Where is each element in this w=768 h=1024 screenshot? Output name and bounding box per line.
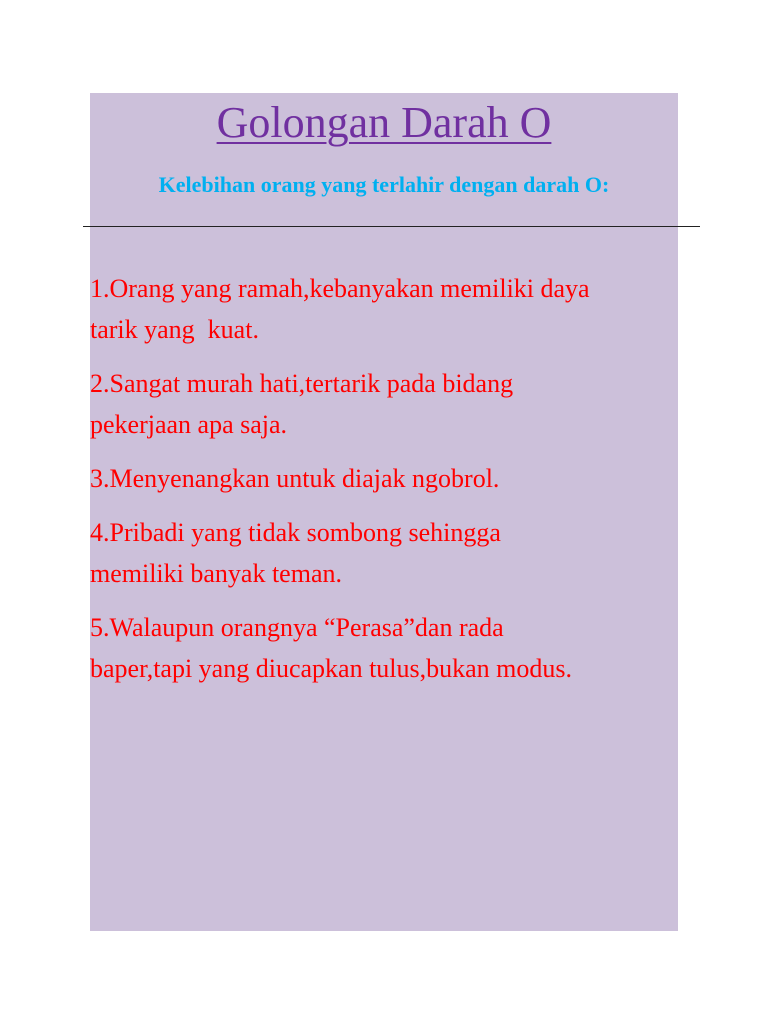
list-item-line: 2.Sangat murah hati,tertarik pada bidang xyxy=(90,369,514,398)
list-item-line: baper,tapi yang diucapkan tulus,bukan modus. xyxy=(90,654,573,683)
list-item-line: 1.Orang yang ramah,kebanyakan memiliki daya xyxy=(90,274,590,303)
benefit-list xyxy=(90,268,678,702)
list-item-line: 4.Pribadi yang tidak sombong sehingga xyxy=(90,518,501,547)
subtitle: Kelebihan orang yang terlahir dengan darah O: xyxy=(158,172,610,197)
list-item-line: 3.Menyenangkan untuk diajak ngobrol. xyxy=(90,464,500,493)
list-item xyxy=(90,607,678,689)
list-item xyxy=(90,363,678,445)
list-item-line: tarik yang kuat. xyxy=(90,315,259,344)
list-item xyxy=(90,458,678,499)
horizontal-divider xyxy=(83,226,700,227)
list-item-line: pekerjaan apa saja. xyxy=(90,410,288,439)
list-item xyxy=(90,512,678,594)
list-item xyxy=(90,268,678,350)
list-item-line: memiliki banyak teman. xyxy=(90,559,342,588)
list-item-line: 5.Walaupun orangnya “Perasa”dan rada xyxy=(90,613,504,642)
page-title: Golongan Darah O xyxy=(216,98,552,147)
